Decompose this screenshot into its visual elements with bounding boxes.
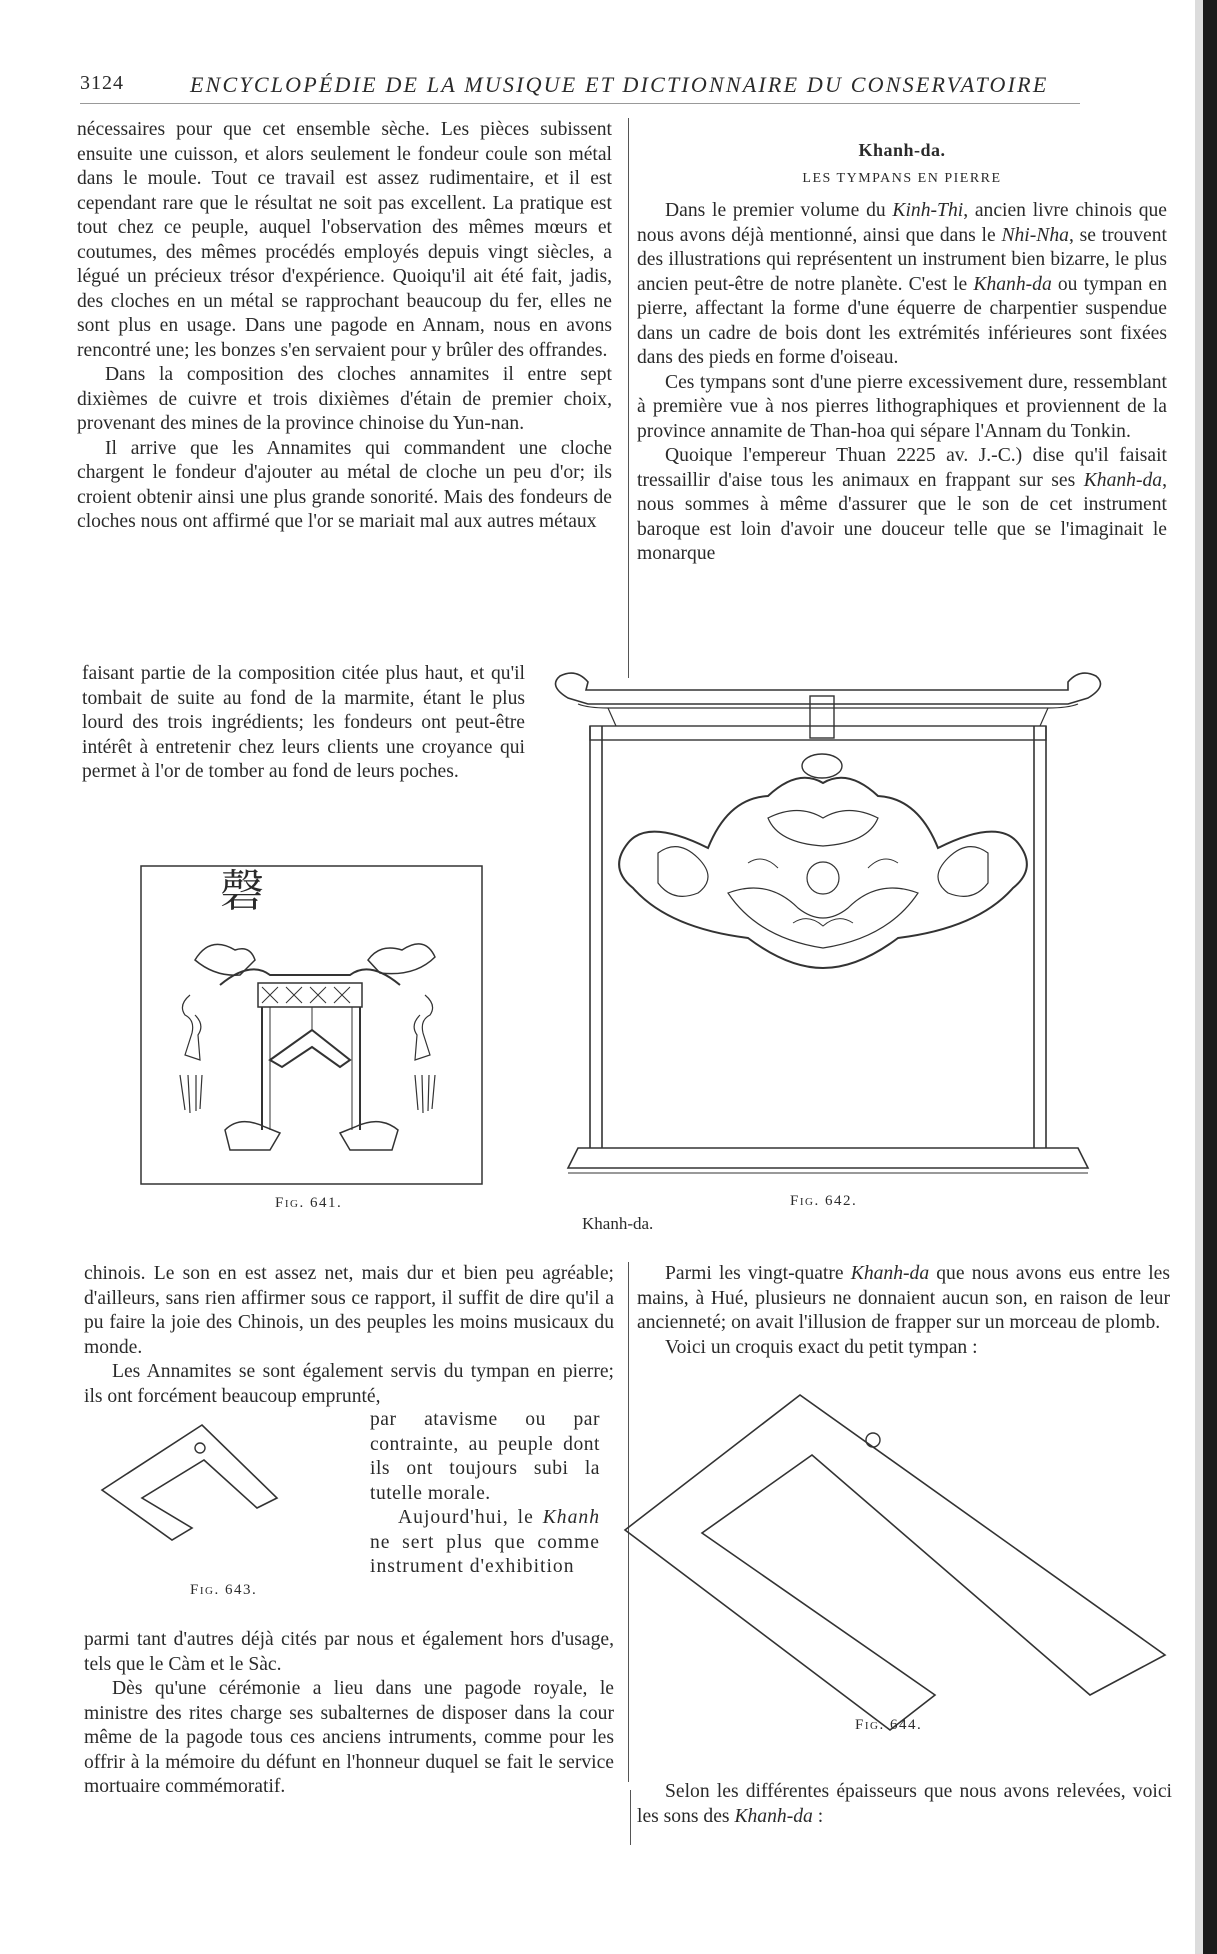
text-run: Aujourd'hui, le <box>398 1507 543 1528</box>
petit-tympan-sketch <box>620 1385 1180 1745</box>
text-run: , ancien livre chinois que nous avons déjà mentionné, ainsi que dans le <box>637 200 1167 246</box>
paragraph <box>370 1506 600 1580</box>
header-rule <box>80 103 1080 104</box>
khanh-da-frame-illustration <box>548 668 1108 1198</box>
text-run: Selon les différentes épaisseurs que nous avons relevées, voici les sons des <box>637 1781 1172 1827</box>
column-divider-top <box>628 118 629 678</box>
text-beside-figure-643 <box>370 1408 600 1580</box>
figure-644 <box>620 1385 1180 1745</box>
text-run: ne sert plus que comme instrument d'exhibition <box>370 1531 600 1577</box>
text-run: Dans le premier volume du <box>665 200 893 221</box>
page-number: 3124 <box>80 72 124 94</box>
paragraph: Dans la composition des cloches annamites il entre sept dixièmes de cuivre et trois dixièmes d'étain de premier choix, provenant des mines de la province chinoise du Yun-nan. <box>77 364 612 434</box>
column-divider-short <box>630 1790 631 1845</box>
paragraph <box>637 199 1167 371</box>
text-run: , nous sommes à même d'assurer que le son de cet instrument baroque est loin d'avoir une douceur telle que se l'imaginait le monarque <box>637 469 1167 564</box>
italic-title: Kinh-Thi <box>892 200 964 221</box>
paragraph: parmi tant d'autres déjà cités par nous et également hors d'usage, tels que le Càm et le Sàc. <box>84 1629 614 1675</box>
paragraph: par atavisme ou par contrainte, au peuple dont ils ont toujours subi la tutelle morale. <box>370 1409 600 1504</box>
text-run: Parmi les vingt-quatre <box>665 1263 851 1284</box>
text-run: Quoique l'empereur Thuan 2225 av. J.-C.) dise qu'il faisait tressaillir d'aise tous les animaux en frappant sur ses <box>637 445 1167 491</box>
right-column-top <box>637 140 1167 567</box>
text-run: , se trouvent des illustrations qui représentent un instrument bien bizarre, le plus ancien peut-être de notre planète. C'est le <box>637 224 1167 295</box>
lower-right-column-end <box>637 1780 1172 1829</box>
lower-left-column <box>84 1262 614 1409</box>
section-heading: Khanh-da. <box>858 140 946 160</box>
figure-641 <box>140 865 483 1185</box>
left-column-continuation <box>82 662 525 785</box>
text-run: : <box>812 1805 824 1827</box>
italic-term: Khanh-da <box>1083 469 1163 491</box>
figure-caption-641: Fig. 641. <box>275 1195 343 1211</box>
paragraph: Dès qu'une cérémonie a lieu dans une pagode royale, le ministre des rites charge ses subalternes de disposer dans la cour même de la pagode tous ces anciens intruments, comme pour les offrir à la mémoire du défunt en l'honneur duquel se fait le service mortuaire commémoratif. <box>84 1678 614 1797</box>
figure-caption-643: Fig. 643. <box>190 1582 258 1598</box>
chinese-character-label: 磬 <box>220 866 264 917</box>
paragraph: faisant partie de la composition citée plus haut, et qu'il tombait de suite au fond de la marmite, étant le plus lourd des trois ingrédients; les fondeurs ont peut-être intérêt à entretenir chez leurs clients une croyance qui permet à l'or de tomber au fond de leurs poches. <box>82 663 525 782</box>
stone-chime-woodcut-illustration <box>140 865 483 1185</box>
section-subheading: LES TYMPANS EN PIERRE <box>802 171 1002 186</box>
italic-title: Nhi-Nha <box>1001 224 1069 246</box>
paragraph: Les Annamites se sont également servis du tympan en pierre; ils ont forcément beaucoup emprunté, <box>84 1361 614 1407</box>
figure-caption-644: Fig. 644. <box>855 1717 923 1733</box>
page-header <box>80 72 1180 102</box>
figure-643 <box>92 1420 362 1570</box>
figure-caption-642: Fig. 642. <box>790 1193 858 1209</box>
italic-term: Khanh-da <box>973 273 1052 295</box>
page-edge <box>1203 0 1217 1954</box>
paragraph <box>637 1780 1172 1829</box>
paragraph: chinois. Le son en est assez net, mais dur et bien peu agréable; d'ailleurs, sans rien affirmer sous ce rapport, il suffit de dire qu'il a pu faire la joie des Chinois, un des peuples les moins musicaux du monde. <box>84 1263 614 1358</box>
figure-title-642: Khanh-da. <box>582 1214 654 1233</box>
lower-left-column-end <box>84 1628 614 1800</box>
paragraph <box>637 1262 1170 1336</box>
paragraph <box>637 444 1167 567</box>
running-title: ENCYCLOPÉDIE DE LA MUSIQUE ET DICTIONNAIRE DU CONSERVATOIRE <box>190 72 1049 97</box>
italic-term: Khanh-da <box>850 1263 930 1284</box>
paragraph: Il arrive que les Annamites qui commandent une cloche chargent le fondeur d'ajouter au métal de cloche un peu d'or; ils croient obtenir ainsi une plus grande sonorité. Mais des fondeurs de cloches nous ont affirmé que l'or se mariait mal aux autres métaux <box>77 437 612 532</box>
italic-term: Khanh-da <box>734 1805 813 1827</box>
paragraph: Voici un croquis exact du petit tympan : <box>665 1336 978 1358</box>
italic-term: Khanh <box>542 1507 600 1528</box>
text-run: ou tympan en pierre, affectant la forme d'une équerre de charpentier suspendue dans un cadre de bois dont les extrémités inférieures sont fixées dans des pieds en forme d'oiseau. <box>637 273 1167 368</box>
text-run: que nous avons eus entre les mains, à Hué, plusieurs ne donnaient aucun son, en raison de leur ancienneté; on avait l'illusion de frapper sur un morceau de plomb. <box>637 1263 1171 1333</box>
left-column-top <box>77 118 612 535</box>
lower-right-column <box>637 1262 1170 1360</box>
figure-642 <box>548 668 1108 1198</box>
small-stone-chime-sketch <box>92 1420 362 1570</box>
page-edge-shadow <box>1195 0 1203 1954</box>
paragraph: Ces tympans sont d'une pierre excessivement dure, ressemblant à première vue à nos pierres lithographiques et proviennent de la province annamite de Than-hoa qui sépare l'Annam du Tonkin. <box>637 371 1167 442</box>
paragraph: nécessaires pour que cet ensemble sèche. Les pièces subissent ensuite une cuisson, et alors seulement le fondeur coule son métal dans le moule. Tout ce travail est assez rudimentaire, et il est cependant rare que le résultat ne soit pas excellent. La pratique est tout chez ce peuple, auquel l'observation des mêmes mœurs et coutumes, des mêmes procédés employés depuis vingt siècles, a légué un précieux trésor d'expérience. Quoiqu'il ait été fait, jadis, des cloches en un métal se rapprochant beaucoup du fer, elles ne sont plus en usage. Dans une pagode en Annam, nous en avons rencontré une; les bonzes s'en servaient pour y brûler des offrandes. <box>77 119 612 361</box>
